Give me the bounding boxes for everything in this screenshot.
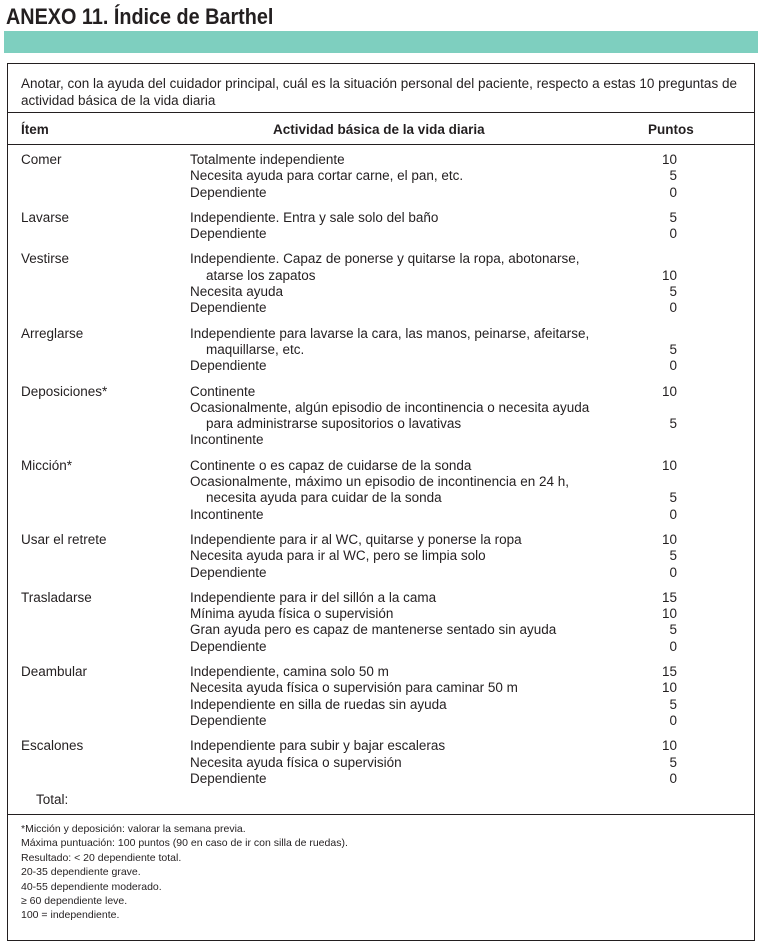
activity-option <box>8 622 754 638</box>
option-text-line: Necesita ayuda física o supervisión para caminar 50 m <box>190 680 518 696</box>
option-text <box>190 168 600 184</box>
option-text-line: Totalmente independiente <box>190 152 345 167</box>
option-text <box>190 713 600 729</box>
option-text <box>190 384 600 400</box>
option-text-line: Independiente. Entra y sale solo del baño <box>190 209 439 225</box>
option-text <box>190 358 600 374</box>
table-row <box>8 326 754 375</box>
option-text <box>190 590 600 606</box>
table-row <box>8 590 754 655</box>
header-top-divider <box>8 112 754 113</box>
option-text-line: Independiente para lavarse la cara, las manos, peinarse, afeitarse, <box>190 325 590 341</box>
option-text-line: atarse los zapatos <box>206 267 316 283</box>
activity-option <box>8 606 754 622</box>
activity-option <box>8 152 754 168</box>
activity-option <box>8 284 754 300</box>
notes-divider <box>8 814 754 815</box>
option-text <box>190 565 600 581</box>
item-name: Comer <box>21 152 62 167</box>
table-row <box>8 210 754 243</box>
item-name: Deambular <box>21 664 88 680</box>
option-points: 10 <box>661 383 677 399</box>
option-text-line: Independiente para subir y bajar escaleras <box>190 738 446 754</box>
option-text-line: Necesita ayuda física o supervisión <box>190 754 402 770</box>
activity-option <box>8 300 754 316</box>
option-text-line: Dependiente <box>190 300 267 316</box>
option-text-line: necesita ayuda para cuidar de la sonda <box>206 490 442 506</box>
option-text-line: Incontinente <box>190 432 264 448</box>
activity-option <box>8 771 754 787</box>
option-text <box>190 755 600 771</box>
option-text <box>190 251 600 284</box>
option-points: 0 <box>669 226 677 242</box>
table-row <box>8 738 754 787</box>
option-text-line: Dependiente <box>190 770 267 786</box>
item-name: Deposiciones* <box>21 383 108 399</box>
note-line: Máxima puntuación: 100 puntos (90 en caso de ir con silla de ruedas). <box>21 837 348 850</box>
activity-option <box>8 210 754 226</box>
header-item: Ítem <box>21 122 49 137</box>
activity-option <box>8 565 754 581</box>
option-points: 0 <box>669 506 677 522</box>
option-text-line: Necesita ayuda <box>190 284 284 300</box>
table-row <box>8 251 754 316</box>
activity-option <box>8 738 754 754</box>
option-text-line: Independiente, camina solo 50 m <box>190 664 389 680</box>
option-text <box>190 458 600 474</box>
item-name: Escalones <box>21 738 84 754</box>
page-title: ANEXO 11. Índice de Barthel <box>6 4 274 29</box>
option-points: 10 <box>661 152 677 167</box>
activity-option <box>8 548 754 564</box>
activity-option <box>8 384 754 400</box>
option-points: 0 <box>669 564 677 580</box>
option-points: 5 <box>669 696 677 712</box>
option-points: 0 <box>669 770 677 786</box>
activity-option <box>8 400 754 433</box>
option-text-line: Necesita ayuda para ir al WC, pero se limpia solo <box>190 548 486 564</box>
header-points: Puntos <box>648 122 694 137</box>
activity-option <box>8 697 754 713</box>
option-text-line: maquillarse, etc. <box>206 341 305 357</box>
total-label: Total: <box>36 792 69 807</box>
note-line: *Micción y deposición: valorar la semana previa. <box>21 823 246 835</box>
option-points: 5 <box>669 341 677 357</box>
option-points: 5 <box>669 622 677 638</box>
option-text <box>190 400 600 433</box>
activity-option <box>8 507 754 523</box>
item-name: Trasladarse <box>21 589 92 605</box>
option-text-line: Independiente. Capaz de ponerse y quitarse la ropa, abotonarse, <box>190 251 580 267</box>
option-points: 10 <box>661 680 677 696</box>
option-points: 5 <box>669 548 677 564</box>
option-points: 5 <box>669 209 677 225</box>
option-text-line: Dependiente <box>190 226 267 242</box>
option-points: 15 <box>661 664 677 680</box>
intro-text: Anotar, con la ayuda del cuidador principal, cuál es la situación personal del paciente, respecto a estas 10 preguntas de actividad básica de la vida diaria <box>21 76 737 108</box>
option-points: 10 <box>661 531 677 547</box>
item-name: Vestirse <box>21 251 70 267</box>
option-points: 10 <box>661 738 677 754</box>
note-line: Resultado: < 20 dependiente total. <box>21 851 182 864</box>
option-text-line: Dependiente <box>190 638 267 654</box>
item-name: Micción* <box>21 457 73 473</box>
option-text <box>190 622 600 638</box>
option-points: 5 <box>669 168 677 184</box>
barthel-table-box <box>7 63 755 941</box>
activity-option <box>8 755 754 771</box>
note-line: 100 = independiente. <box>21 909 120 922</box>
option-text-line: Ocasionalmente, máximo un episodio de incontinencia en 24 h, <box>190 474 569 490</box>
option-points: 15 <box>661 589 677 605</box>
option-text-line: Dependiente <box>190 712 267 728</box>
option-points: 5 <box>669 754 677 770</box>
option-text <box>190 697 600 713</box>
activity-option <box>8 590 754 606</box>
option-text <box>190 680 600 696</box>
option-text-line: Independiente para ir del sillón a la cama <box>190 589 437 605</box>
table-row <box>8 152 754 201</box>
table-row <box>8 532 754 581</box>
option-points: 10 <box>661 457 677 473</box>
option-text <box>190 548 600 564</box>
table-row <box>8 384 754 449</box>
option-points: 10 <box>661 267 677 283</box>
option-text <box>190 639 600 655</box>
option-text <box>190 432 600 448</box>
option-points: 0 <box>669 638 677 654</box>
header-activity: Actividad básica de la vida diaria <box>273 122 485 137</box>
activity-option <box>8 432 754 448</box>
option-text <box>190 738 600 754</box>
option-points: 0 <box>669 358 677 374</box>
item-name: Usar el retrete <box>21 531 107 547</box>
option-text-line: Dependiente <box>190 358 267 374</box>
option-text <box>190 300 600 316</box>
header-bottom-divider <box>8 144 754 145</box>
option-points: 0 <box>669 184 677 200</box>
option-text <box>190 185 600 201</box>
option-text-line: Continente o es capaz de cuidarse de la sonda <box>190 457 472 473</box>
activity-option <box>8 532 754 548</box>
table-row <box>8 458 754 523</box>
title-accent-bar <box>4 31 758 53</box>
option-points: 5 <box>669 490 677 506</box>
option-text <box>190 284 600 300</box>
option-text <box>190 532 600 548</box>
activity-option <box>8 251 754 284</box>
option-text-line: Ocasionalmente, algún episodio de incontinencia o necesita ayuda <box>190 399 590 415</box>
option-text <box>190 210 600 226</box>
activity-option <box>8 185 754 201</box>
option-text-line: Independiente para ir al WC, quitarse y ponerse la ropa <box>190 531 522 547</box>
option-text-line: para administrarse supositorios o lavativas <box>206 416 462 432</box>
option-text-line: Dependiente <box>190 184 267 200</box>
option-text <box>190 226 600 242</box>
activity-option <box>8 680 754 696</box>
option-text-line: Gran ayuda pero es capaz de mantenerse sentado sin ayuda <box>190 622 557 638</box>
option-points: 0 <box>669 300 677 316</box>
option-text <box>190 606 600 622</box>
item-name: Lavarse <box>21 209 70 225</box>
activity-option <box>8 358 754 374</box>
activity-option <box>8 326 754 359</box>
option-text <box>190 664 600 680</box>
option-text-line: Independiente en silla de ruedas sin ayuda <box>190 696 447 712</box>
option-text-line: Mínima ayuda física o supervisión <box>190 606 394 622</box>
option-text-line: Continente <box>190 383 256 399</box>
option-text <box>190 507 600 523</box>
option-text <box>190 474 600 507</box>
option-points: 10 <box>661 606 677 622</box>
option-text <box>190 152 600 168</box>
activity-option <box>8 713 754 729</box>
option-text <box>190 326 600 359</box>
option-points: 5 <box>669 284 677 300</box>
note-line: 40-55 dependiente moderado. <box>21 880 162 893</box>
option-points: 5 <box>669 416 677 432</box>
table-row <box>8 664 754 729</box>
activity-option <box>8 664 754 680</box>
option-points: 0 <box>669 712 677 728</box>
activity-option <box>8 226 754 242</box>
activity-option <box>8 458 754 474</box>
activity-option <box>8 474 754 507</box>
notes <box>21 822 348 923</box>
option-text-line: Necesita ayuda para cortar carne, el pan, etc. <box>190 168 464 184</box>
option-text-line: Dependiente <box>190 564 267 580</box>
activity-option <box>8 168 754 184</box>
option-text-line: Incontinente <box>190 506 264 522</box>
item-name: Arreglarse <box>21 325 84 341</box>
note-line: 20-35 dependiente grave. <box>21 866 141 879</box>
note-line: ≥ 60 dependiente leve. <box>21 895 128 908</box>
activity-option <box>8 639 754 655</box>
option-text <box>190 771 600 787</box>
barthel-rows <box>8 152 754 787</box>
